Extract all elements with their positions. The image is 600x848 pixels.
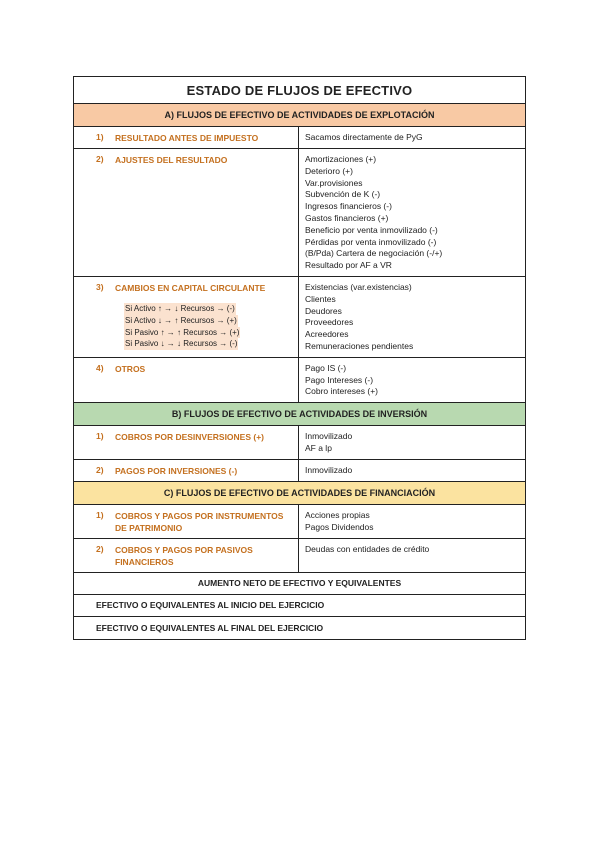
row-item: Proveedores	[305, 317, 354, 328]
table-row	[74, 460, 525, 482]
row-item: Deudas con entidades de crédito	[305, 543, 430, 554]
section-c-header: C) FLUJOS DE EFECTIVO DE ACTIVIDADES DE FINANCIACIÓN	[74, 482, 525, 505]
row-label: COBROS Y PAGOS POR INSTRUMENTOS DE PATRIMONIO	[115, 510, 284, 533]
table-row	[74, 426, 525, 460]
row-item: Pago IS (-)	[305, 362, 347, 373]
table-row	[74, 149, 525, 277]
row-item: Ingresos financieros (-)	[305, 201, 392, 212]
row-label: PAGOS POR INVERSIONES (-)	[115, 465, 238, 476]
row-number: 1)	[96, 431, 104, 442]
row-item: Acreedores	[305, 329, 349, 340]
circulante-rules	[124, 303, 292, 350]
row-item: Resultado por AF a VR	[305, 260, 392, 271]
aumento-neto-row: AUMENTO NETO DE EFECTIVO Y EQUIVALENTES	[74, 573, 525, 595]
row-item: (B/Pda) Cartera de negociación (-/+)	[305, 248, 443, 259]
section-b-header: B) FLUJOS DE EFECTIVO DE ACTIVIDADES DE INVERSIÓN	[74, 403, 525, 426]
table-row	[74, 539, 525, 573]
row-item: Deudores	[305, 305, 342, 316]
row-item: Existencias (var.existencias)	[305, 281, 412, 292]
row-item: Cobro intereses (+)	[305, 386, 378, 397]
table-row	[74, 505, 525, 539]
row-label: RESULTADO ANTES DE IMPUESTO	[115, 133, 259, 143]
row-item: Clientes	[305, 293, 336, 304]
row-item: Pagos Dividendos	[305, 521, 374, 532]
row-label: OTROS	[115, 363, 146, 374]
row-number: 2)	[96, 154, 104, 164]
row-item: Deterioro (+)	[305, 165, 353, 176]
row-label: CAMBIOS EN CAPITAL CIRCULANTE	[115, 282, 266, 293]
table-row	[74, 277, 525, 358]
table-row	[74, 358, 525, 403]
row-number: 3)	[96, 281, 104, 292]
row-item: Remuneraciones pendientes	[305, 340, 414, 351]
row-label: AJUSTES DEL RESULTADO	[115, 155, 228, 165]
row-item: AF a lp	[305, 442, 332, 453]
row-label: COBROS Y PAGOS POR PASIVOS FINANCIEROS	[115, 544, 253, 567]
table-title: ESTADO DE FLUJOS DE EFECTIVO	[74, 77, 525, 104]
row-item: Subvención de K (-)	[305, 189, 381, 200]
row-item: Pérdidas por venta inmovilizado (-)	[305, 236, 437, 247]
row-number: 4)	[96, 362, 104, 373]
efectivo-inicio-row: EFECTIVO O EQUIVALENTES AL INICIO DEL EJERCICIO	[74, 595, 525, 617]
row-item: Var.provisiones	[305, 177, 363, 188]
efectivo-final-row: EFECTIVO O EQUIVALENTES AL FINAL DEL EJERCICIO	[96, 622, 324, 633]
row-item: Gastos financieros (+)	[305, 212, 389, 223]
row-item: Acciones propias	[305, 509, 370, 520]
cash-flow-table	[73, 76, 526, 640]
table-row	[74, 127, 525, 149]
rule-line: Si Activo ↑ → ↓ Recursos → (-)	[125, 303, 235, 313]
row-number: 2)	[96, 464, 104, 475]
row-item: Sacamos directamente de PyG	[305, 132, 423, 142]
rule-line: Si Activo ↓ → ↑ Recursos → (+)	[125, 315, 237, 325]
row-item: Pago Intereses (-)	[305, 374, 374, 385]
row-item: Inmovilizado	[305, 431, 353, 442]
row-number: 2)	[96, 543, 104, 554]
section-a-header: A) FLUJOS DE EFECTIVO DE ACTIVIDADES DE EXPLOTACIÓN	[74, 104, 525, 127]
row-number: 1)	[96, 132, 104, 142]
row-label: COBROS POR DESINVERSIONES (+)	[115, 432, 265, 443]
row-item: Beneficio por venta inmovilizado (-)	[305, 224, 438, 235]
rule-line: Si Pasivo ↑ → ↑ Recursos → (+)	[125, 327, 240, 337]
rule-line: Si Pasivo ↓ → ↓ Recursos → (-)	[125, 339, 238, 349]
row-item: Amortizaciones (+)	[305, 154, 377, 164]
row-item: Inmovilizado	[305, 464, 353, 475]
row-number: 1)	[96, 509, 104, 520]
